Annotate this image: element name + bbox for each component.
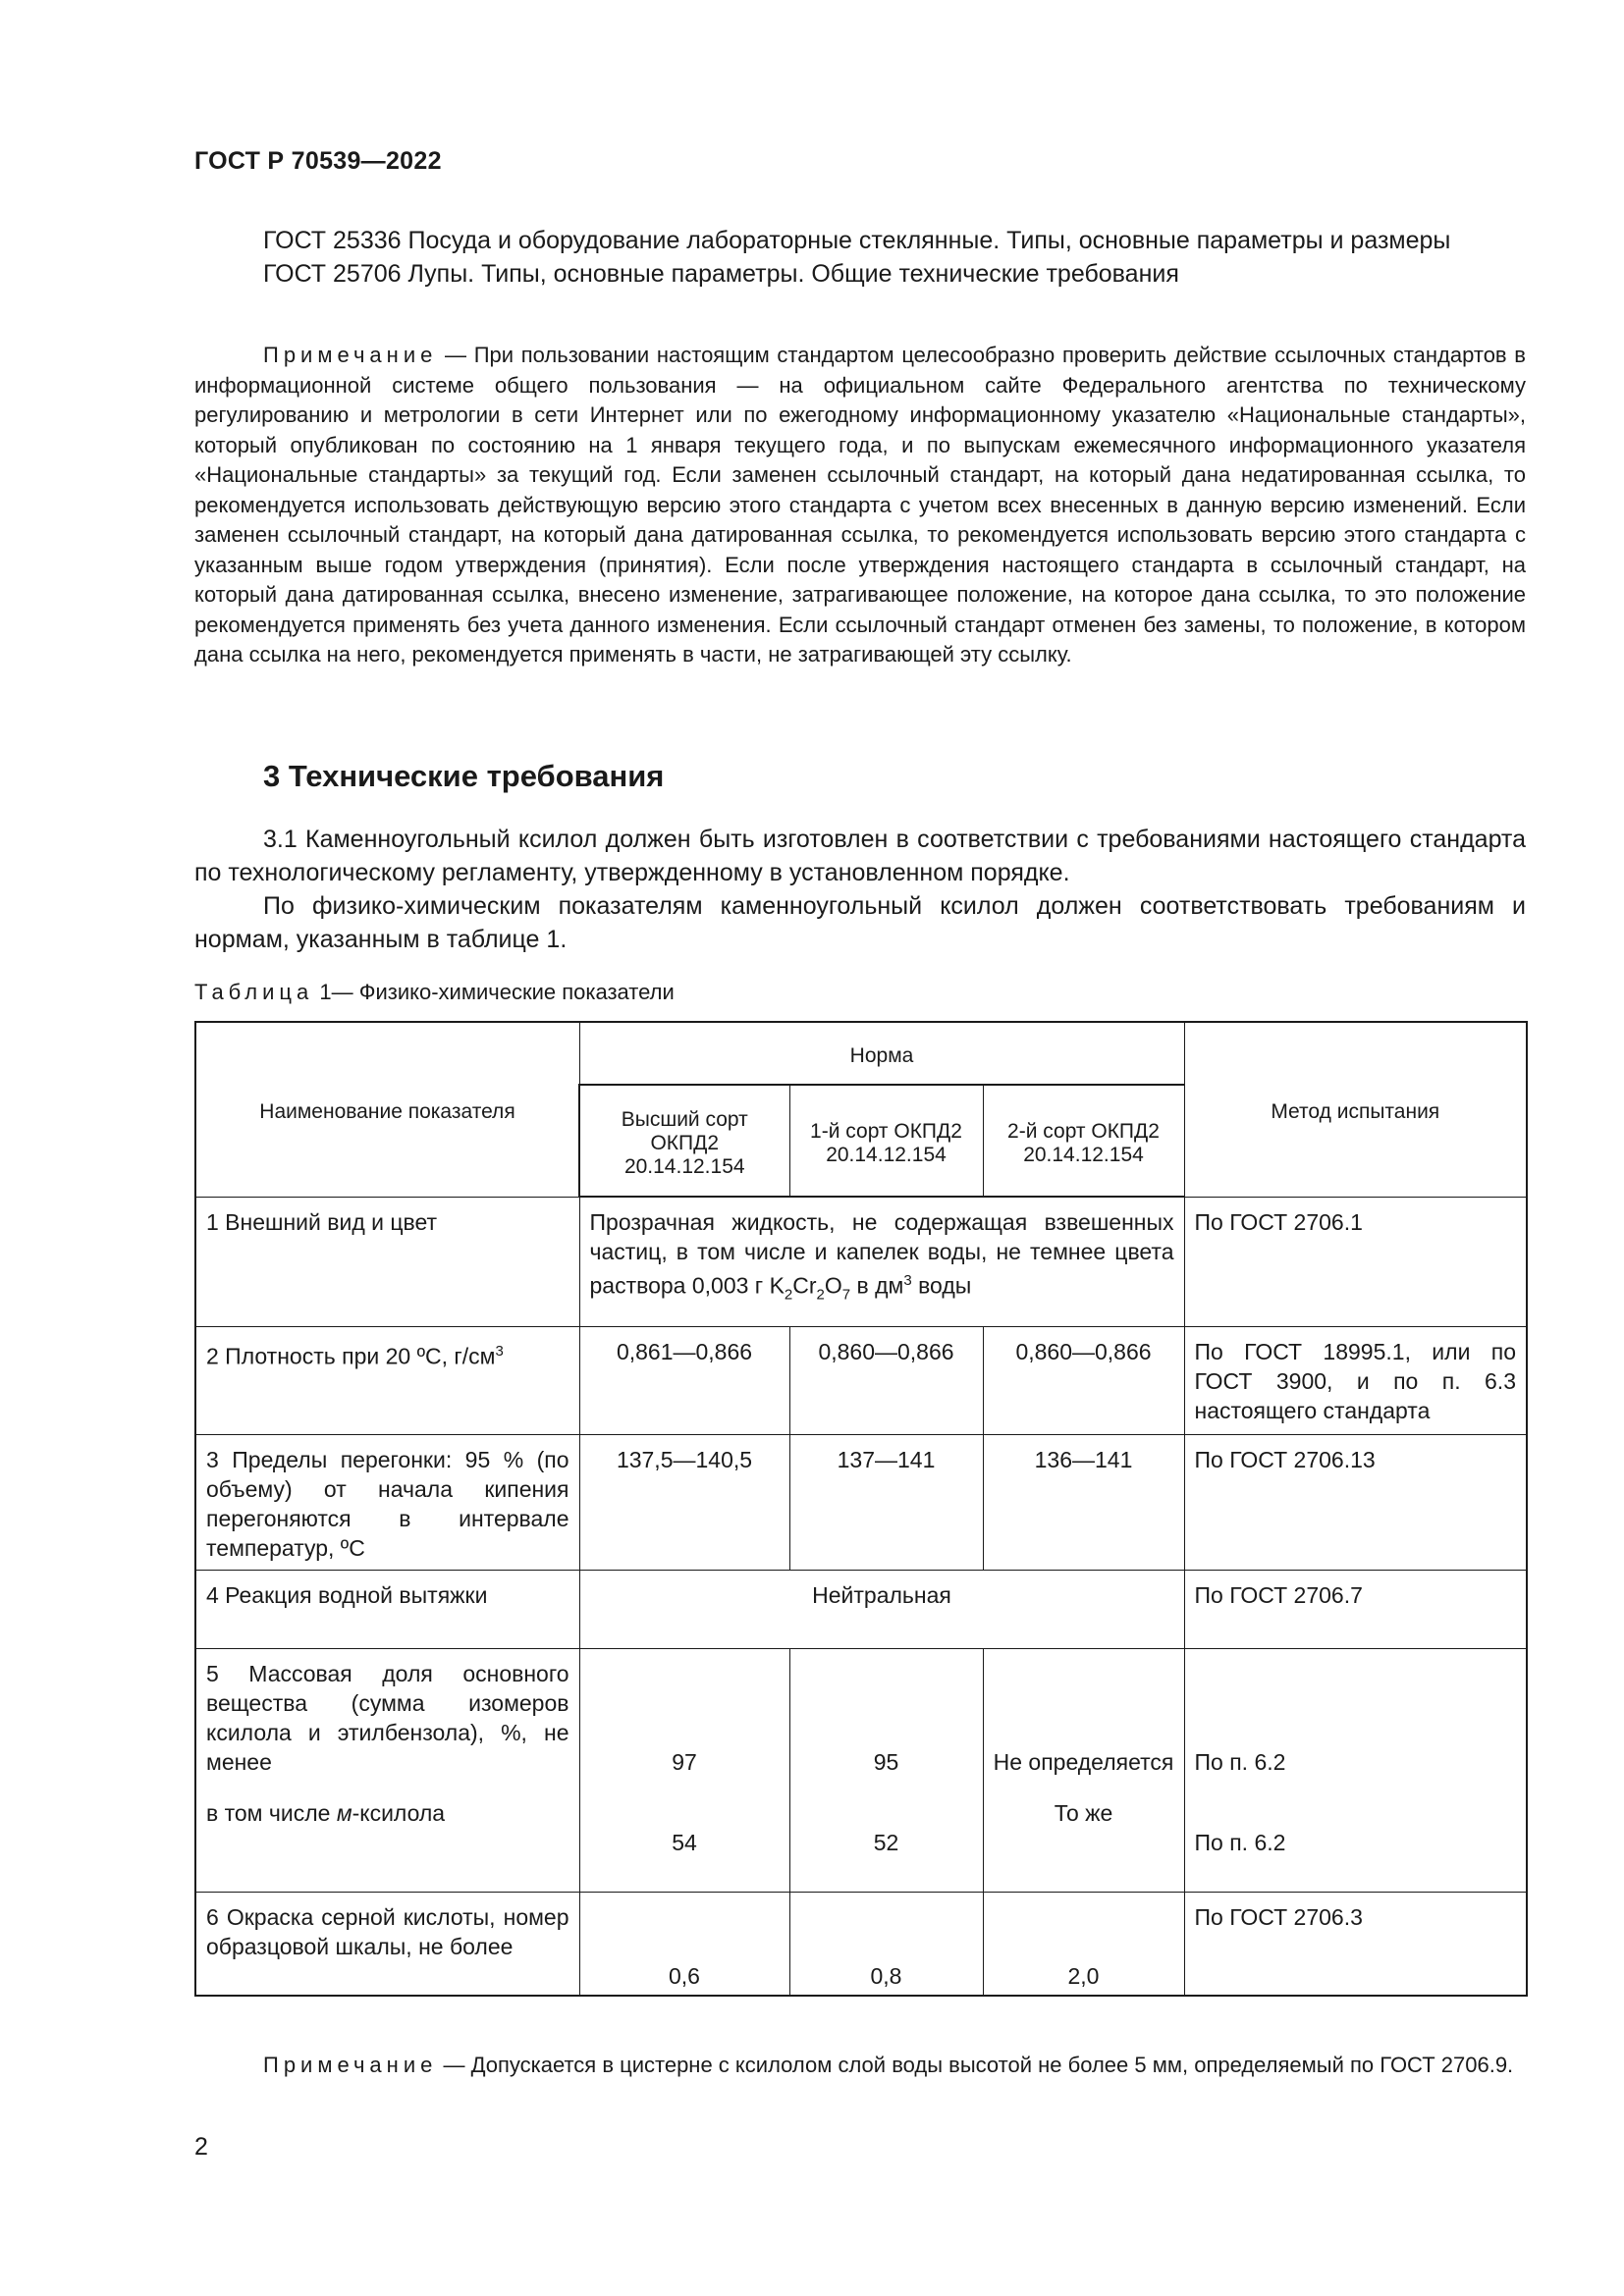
row-method: По ГОСТ 2706.3	[1184, 1892, 1527, 1996]
value-grade-1: 0,860—0,866	[789, 1326, 983, 1434]
value-grade-top: 0,6	[579, 1892, 789, 1996]
reference-item: ГОСТ 25336 Посуда и оборудование лабораторные стеклянные. Типы, основные параметры и размеры	[263, 227, 1451, 254]
section-body	[194, 823, 1526, 956]
value-grade-2: Не определяется То же	[983, 1648, 1184, 1892]
header-method: Метод испытания	[1184, 1022, 1527, 1197]
row-name: 6 Окраска серной кислоты, номер образцовой шкалы, не более	[195, 1892, 579, 1996]
reference-item: ГОСТ 25706 Лупы. Типы, основные параметры. Общие технические требования	[263, 260, 1179, 288]
normative-references	[194, 224, 1526, 291]
row-name: 4 Реакция водной вытяжки	[195, 1570, 579, 1648]
caption-label: Таблица	[194, 980, 314, 1004]
header-norm: Норма	[579, 1022, 1184, 1085]
section-title: 3 Технические требования	[263, 759, 665, 793]
table-row	[195, 1892, 1527, 1996]
row-method: По ГОСТ 2706.1	[1184, 1197, 1527, 1326]
header-grade-1: 1-й сорт ОКПД2 20.14.12.154	[789, 1085, 983, 1197]
value-grade-1: 95 52	[789, 1648, 983, 1892]
paragraph: 3.1 Каменноугольный ксилол должен быть изготовлен в соответствии с требованиями настоящего стандарта по технологическому регламенту, утвержденному в установленном порядке.	[194, 826, 1526, 886]
note-text: — При пользовании настоящим стандартом целесообразно проверить действие ссылочных стандартов в информационной системе общего пользования — на официальном сайте Федерального агентства по техническому регулированию и метрологии в сети Интернет или по ежегодному информационному указателю «Национальные стандарты», который опубликован по состоянию на 1 января текущего года, и по выпускам ежемесячного информационного указателя «Национальные стандарты» за текущий год. Если заменен ссылочный стандарт, на который дана недатированная ссылка, то рекомендуется использовать действующую версию этого стандарта с учетом всех внесенных в данную версию изменений. Если заменен ссылочный стандарт, на который дана датированная ссылка, то рекомендуется использовать версию этого стандарта с указанным выше годом утверждения (принятия). Если после утверждения настоящего стандарта в ссылочный стандарт, на который дана датированная ссылка, внесено изменение, затрагивающее положение, на которое дана ссылка, то это положение рекомендуется применять без учета данного изменения. Если ссылочный стандарт отменен без замены, то положение, в котором дана ссылка на него, рекомендуется применять в части, не затрагивающей эту ссылку.	[194, 343, 1526, 667]
row-method: По ГОСТ 18995.1, или по ГОСТ 3900, и по п. 6.3 настоящего стандарта	[1184, 1326, 1527, 1434]
row-method: По ГОСТ 2706.13	[1184, 1434, 1527, 1570]
table-note	[194, 2050, 1526, 2080]
value-grade-2: 0,860—0,866	[983, 1326, 1184, 1434]
table-row	[195, 1648, 1527, 1892]
row-subname: в том числе м-ксилола	[206, 1799, 446, 1826]
header-grade-2: 2-й сорт ОКПД2 20.14.12.154	[983, 1085, 1184, 1197]
note-label: Примечание	[263, 2053, 438, 2077]
row-name: 5 Массовая доля основного вещества (сумма изомеров ксилола и этилбензола), %, не менее в том числе м-ксилола	[195, 1648, 579, 1892]
paragraph: По физико-химическим показателям каменноугольный ксилол должен соответствовать требованиям и нормам, указанным в таблице 1.	[194, 892, 1526, 953]
value-grade-top: 137,5—140,5	[579, 1434, 789, 1570]
value-grade-1: 137—141	[789, 1434, 983, 1570]
value-grade-2: 136—141	[983, 1434, 1184, 1570]
note-references	[194, 341, 1526, 670]
page-number: 2	[194, 2133, 208, 2161]
value-grade-1: 0,8	[789, 1892, 983, 1996]
value-grade-top: 0,861—0,866	[579, 1326, 789, 1434]
row-norm: Нейтральная	[579, 1570, 1184, 1648]
table-row	[195, 1197, 1527, 1326]
caption-text: 1— Физико-химические показатели	[313, 980, 675, 1004]
note-label: Примечание	[263, 343, 438, 367]
header-indicator: Наименование показателя	[195, 1022, 579, 1197]
properties-table	[194, 1021, 1528, 1997]
row-name: 1 Внешний вид и цвет	[195, 1197, 579, 1326]
standard-header: ГОСТ Р 70539—2022	[194, 147, 442, 175]
table-row	[195, 1326, 1527, 1434]
table-caption	[194, 980, 675, 1005]
value-grade-2: 2,0	[983, 1892, 1184, 1996]
value-grade-top: 97 54	[579, 1648, 789, 1892]
row-method: По п. 6.2 По п. 6.2	[1184, 1648, 1527, 1892]
table-row	[195, 1434, 1527, 1570]
row-method: По ГОСТ 2706.7	[1184, 1570, 1527, 1648]
row-name: 2 Плотность при 20 ºС, $г/см^3$	[195, 1326, 579, 1434]
row-name: 3 Пределы перегонки: 95 % (по объему) от начала кипения перегоняются в интервале температур, ºС	[195, 1434, 579, 1570]
header-grade-top: Высший сорт ОКПД2 20.14.12.154	[579, 1085, 789, 1197]
table-row	[195, 1570, 1527, 1648]
row-norm: Прозрачная жидкость, не содержащая взвешенных частиц, в том числе и капелек воды, не темнее цвета раствора 0,003 г $K_2Cr_2O_7$ в $дм^3$ воды	[579, 1197, 1184, 1326]
note-text: — Допускается в цистерне с ксилолом слой воды высотой не более 5 мм, определяемый по ГОСТ 2706.9.	[437, 2053, 1514, 2077]
